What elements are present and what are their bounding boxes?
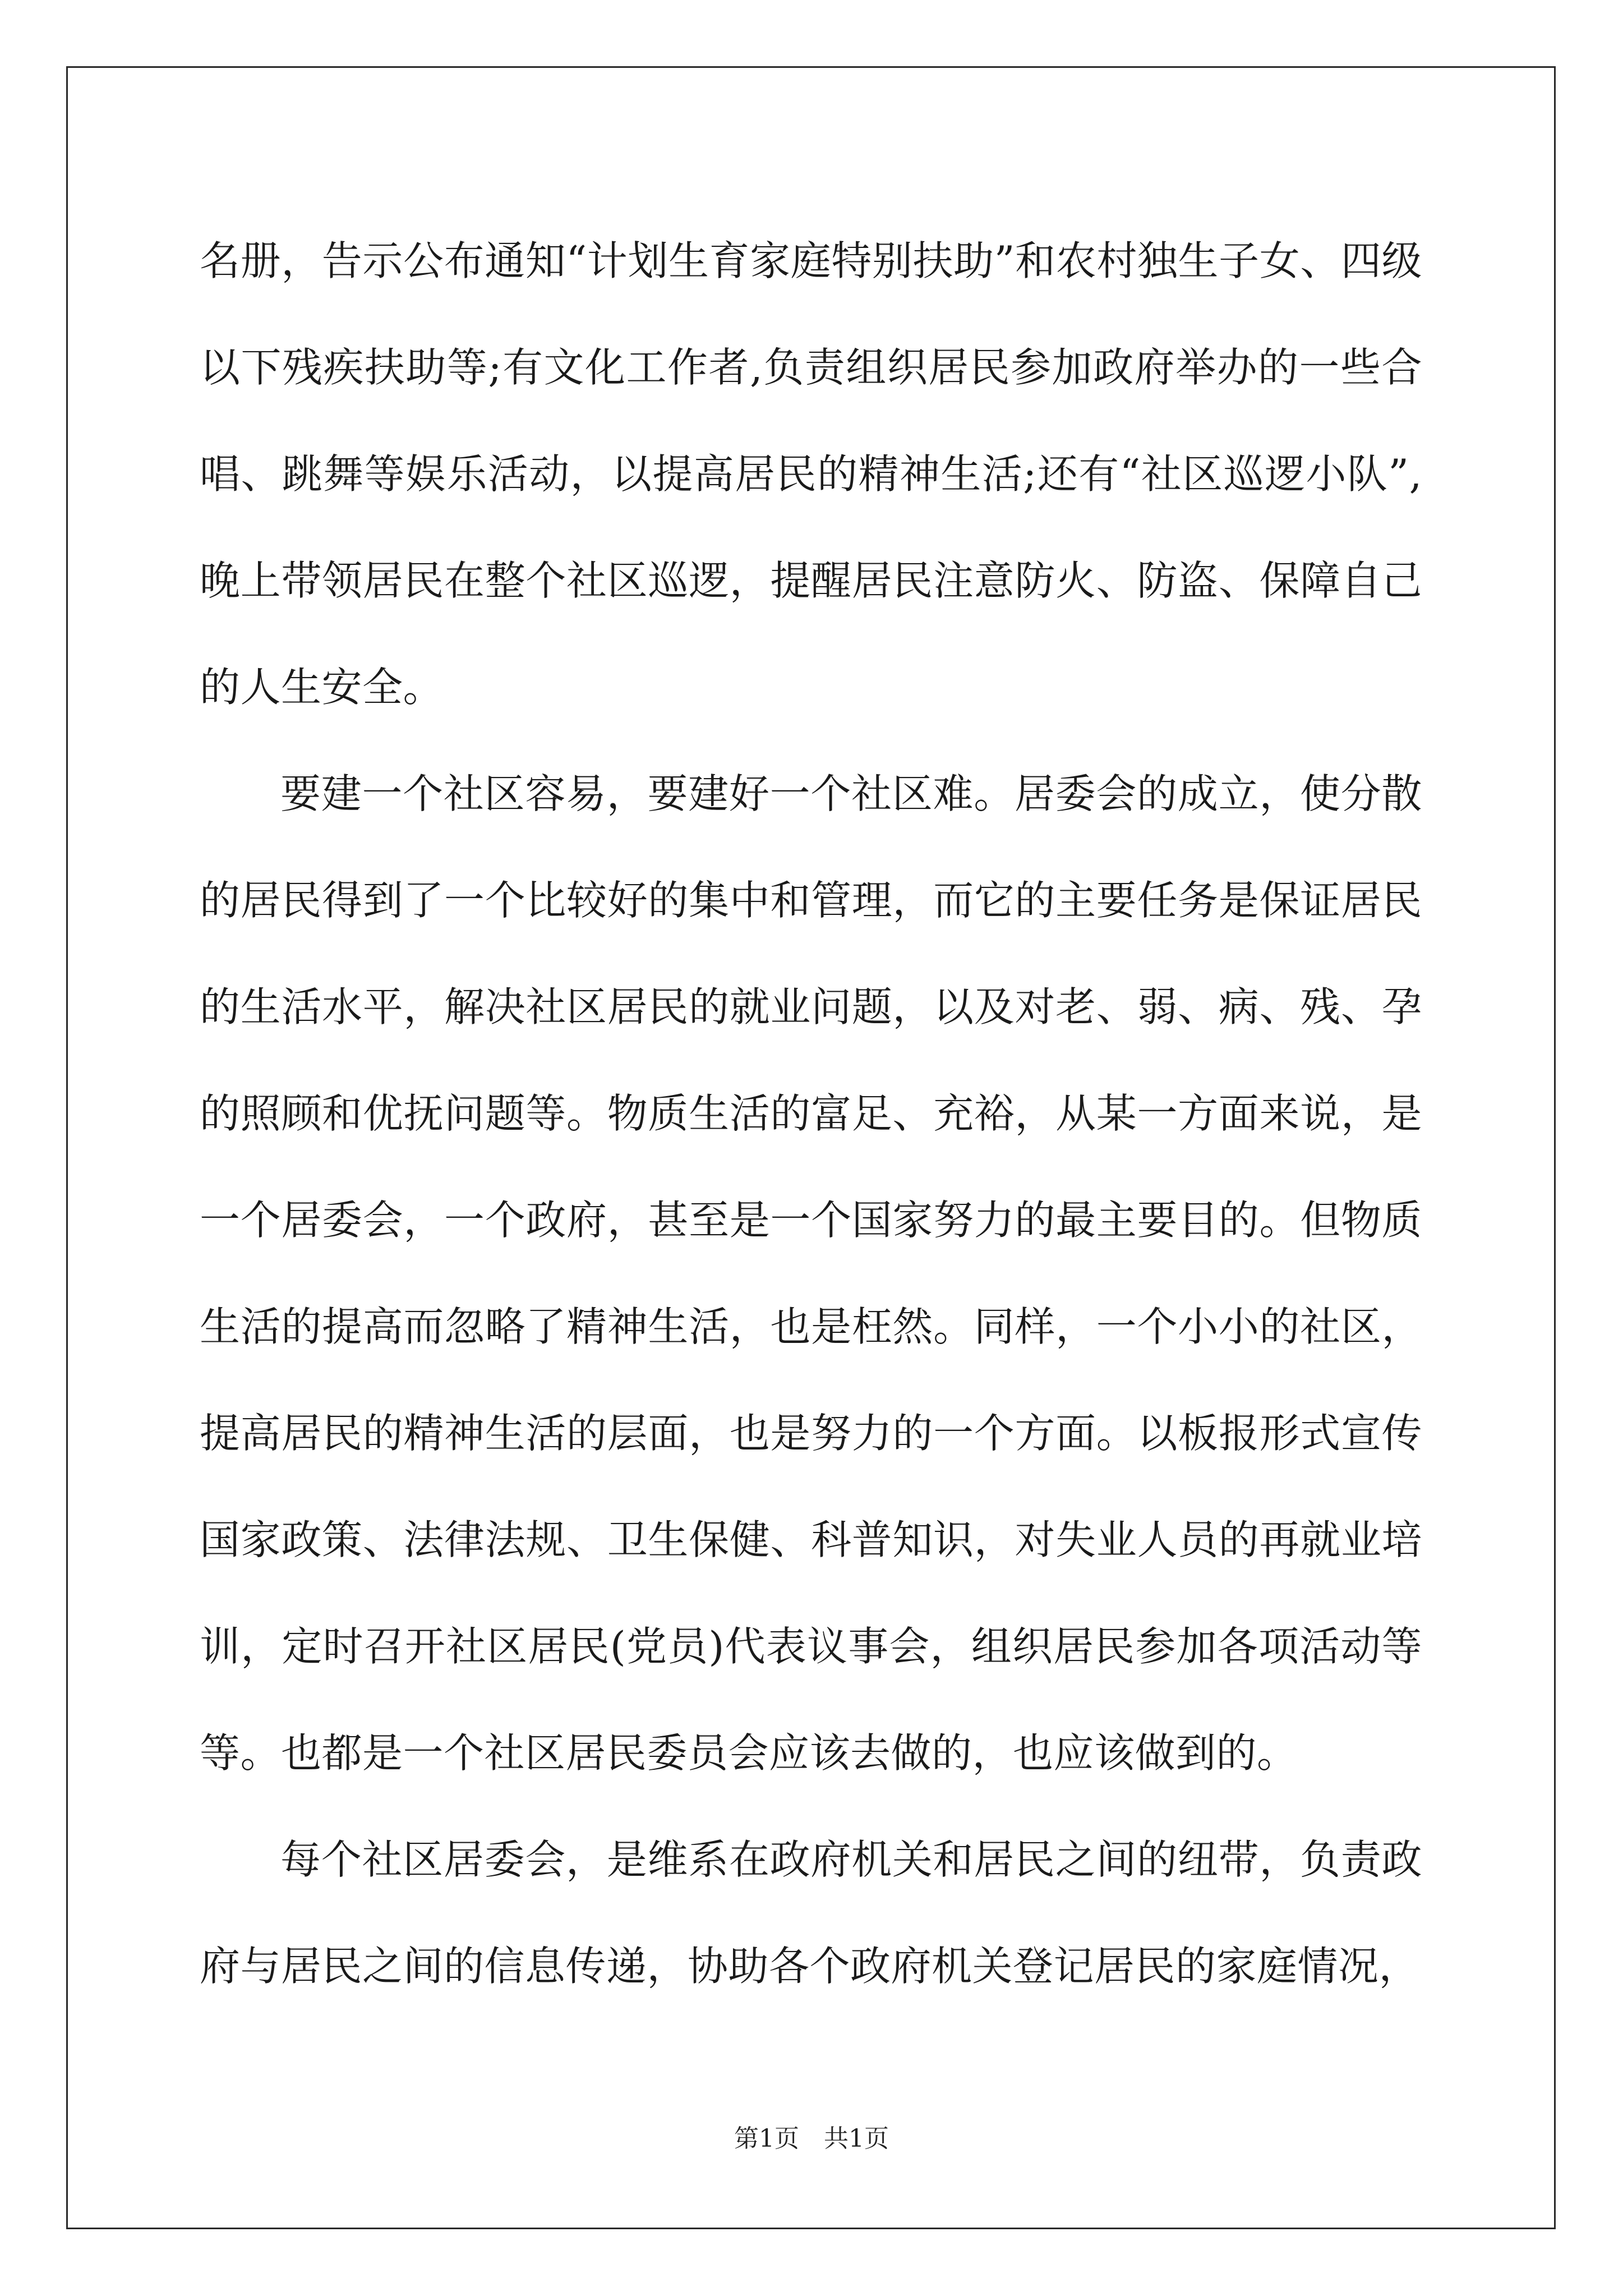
paragraph-3: 每个社区居委会，是维系在政府机关和居民之间的纽带，负责政府与居民之间的信息传递，协助各个政府机关登记居民的家庭情况， — [200, 1836, 1422, 1990]
document-body — [200, 208, 1422, 2019]
paragraph-1: 名册，告示公布通知“计划生育家庭特别扶助”和农村独生子女、四级以下残疾扶助等;有文化工作者,负责组织居民参加政府举办的一些合唱、跳舞等娱乐活动，以提高居民的精神生活;还有“社区巡逻小队”,晚上带领居民在整个社区巡逻，提醒居民注意防火、防盗、保障自己的人生安全。 — [200, 237, 1422, 711]
page-footer — [0, 2122, 1623, 2156]
paragraph-2: 要建一个社区容易，要建好一个社区难。居委会的成立，使分散的居民得到了一个比较好的集中和管理，而它的主要任务是保证居民的生活水平，解决社区居民的就业问题，以及对老、弱、病、残、孕的照顾和优抚问题等。物质生活的富足、充裕，从某一方面来说，是一个居委会，一个政府，甚至是一个国家努力的最主要目的。但物质生活的提高而忽略了精神生活，也是枉然。同样，一个小小的社区，提高居民的精神生活的层面，也是努力的一个方面。以板报形式宣传国家政策、法律法规、卫生保健、科普知识，对失业人员的再就业培训，定时召开社区居民(党员)代表议事会，组织居民参加各项活动等等。也都是一个社区居民委员会应该去做的，也应该做到的。 — [200, 770, 1422, 1777]
page-number-label: 第1页 共1页 — [734, 2124, 889, 2153]
